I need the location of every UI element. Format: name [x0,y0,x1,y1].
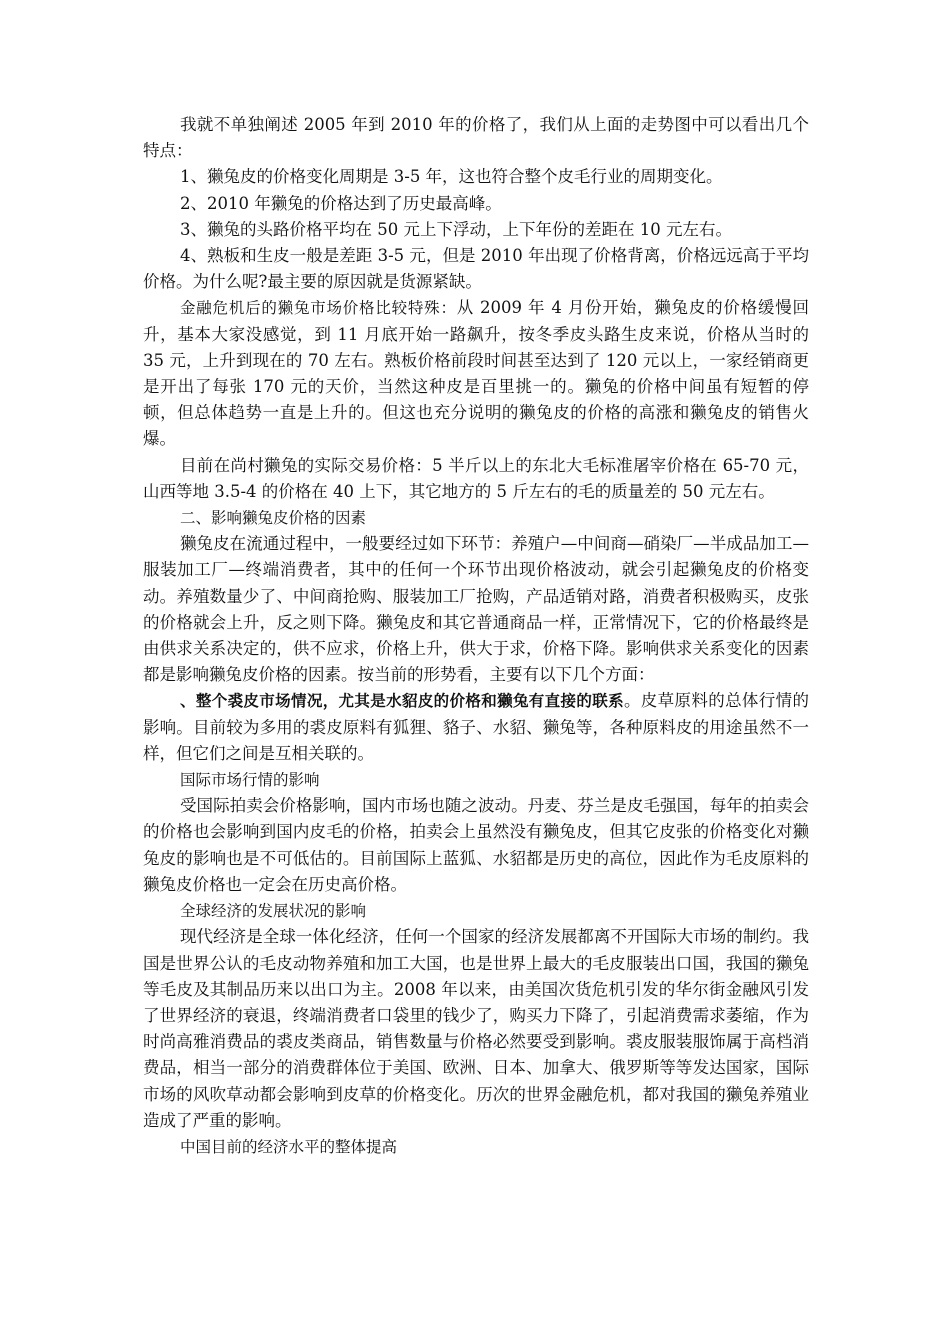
document-body [143,112,809,1160]
list-item-2: 2、2010 年獭兔的价格达到了历史最高峰。 [180,193,502,213]
paragraph-financial-crisis [143,295,809,452]
list-item-1: 1、獭兔皮的价格变化周期是 3-5 年，这也符合整个皮毛行业的周期变化。 [180,167,723,187]
paragraph-global-economy: 现代经济是全球一体化经济，任何一个国家的经济发展都离不开国际大市场的制约。我国是世界公认的毛皮动物养殖和加工大国，也是世界上最大的毛皮服装出口国，我国的獭兔等毛皮及其制品历来以出口为主。2008 年以来，由美国次货危机引发的华尔街金融风引发了世界经济的衰退，终端消费者口袋里的钱少了，购买力下降了，引起消费需求萎缩，作为时尚高雅消费品的裘皮类商品，销售数量与价格必然要受到影响。裘皮服装服饰属于高档消费品，相当一部分的消费群体位于美国、欧洲、日本、加拿大、俄罗斯等等发达国家，国际市场的风吹草动都会影响到皮草的价格变化。历次的世界金融危机，都对我国的獭兔养殖业造成了严重的影响。 [143,927,809,1130]
subheading-international-market: 国际市场行情的影响 [180,771,320,790]
list-item-4: 4、熟板和生皮一般是差距 3-5 元，但是 2010 年出现了价格背离，价格远远高于平均价格。为什么呢?最主要的原因就是货源紧缺。 [143,246,809,292]
list-item-3: 3、獭兔的头路价格平均在 50 元上下浮动，上下年份的差距在 10 元左右。 [180,219,732,239]
subheading-china-economy: 中国目前的经济水平的整体提高 [180,1137,398,1156]
section-heading-price-factors: 二、影响獭兔皮价格的因素 [180,509,367,528]
paragraph-body-financial-crisis: 从 2009 年 4 月份开始，獭兔皮的价格缓慢回升，基本大家没感觉，到 11 月底开始一路飙升，按冬季皮头路生皮来说，价格从当时的 35 元，上升到现在的 70 左右。熟板价格前段时间甚至达到了 120 元以上，一家经销商更是开出了每张 170 元的天价，当然这种皮是百里挑一的。獭兔的价格中间虽有短暂的停顿，但总体趋势一直是上升的。但这也充分说明的獭兔皮的价格的高涨和獭兔皮的销售火爆。 [143,298,809,449]
paragraph-lead-fur-market: 、整个裘皮市场情况，尤其是水貂皮的价格和獭兔有直接的联系 [180,692,624,711]
paragraph-body-fur-market: 。皮草原料的总体行情的影响。目前较为多用的裘皮原料有狐狸、貉子、水貂、獭兔等，各种原料皮的用途虽然不一样，但它们之间是互相关联的。 [143,691,810,763]
paragraph-fur-market [143,688,809,767]
paragraph-current-price: 目前在尚村獭兔的实际交易价格：5 半斤以上的东北大毛标准屠宰价格在 65-70 元，山西等地 3.5-4 的价格在 40 上下，其它地方的 5 斤左右的毛的质量差的 50 元左右。 [143,455,809,501]
paragraph-lead-financial-crisis: 金融危机后的獭兔市场价格比较特殊： [180,299,457,318]
paragraph-international-market: 受国际拍卖会价格影响，国内市场也随之波动。丹麦、芬兰是皮毛强国，每年的拍卖会的价格也会影响到国内皮毛的价格，拍卖会上虽然没有獭兔皮，但其它皮张的价格变化对獭兔皮的影响也是不可低估的。目前国际上蓝狐、水貂都是历史的高位，因此作为毛皮原料的獭兔皮价格也一定会在历史高价格。 [143,796,809,894]
subheading-global-economy: 全球经济的发展状况的影响 [180,902,367,921]
paragraph-circulation: 獭兔皮在流通过程中，一般要经过如下环节：养殖户—中间商—硝染厂—半成品加工—服装加工厂—终端消费者，其中的任何一个环节出现价格波动，就会引起獭兔皮的价格变动。养殖数量少了、中间商抢购、服装加工厂抢购，产品适销对路，消费者积极购买，皮张的价格就会上升，反之则下降。獭兔皮和其它普通商品一样，正常情况下，它的价格最终是由供求关系决定的，供不应求，价格上升，供大于求，价格下降。影响供求关系变化的因素都是影响獭兔皮价格的因素。按当前的形势看，主要有以下几个方面： [143,534,809,685]
paragraph-intro: 我就不单独阐述 2005 年到 2010 年的价格了，我们从上面的走势图中可以看出几个特点： [143,115,809,161]
